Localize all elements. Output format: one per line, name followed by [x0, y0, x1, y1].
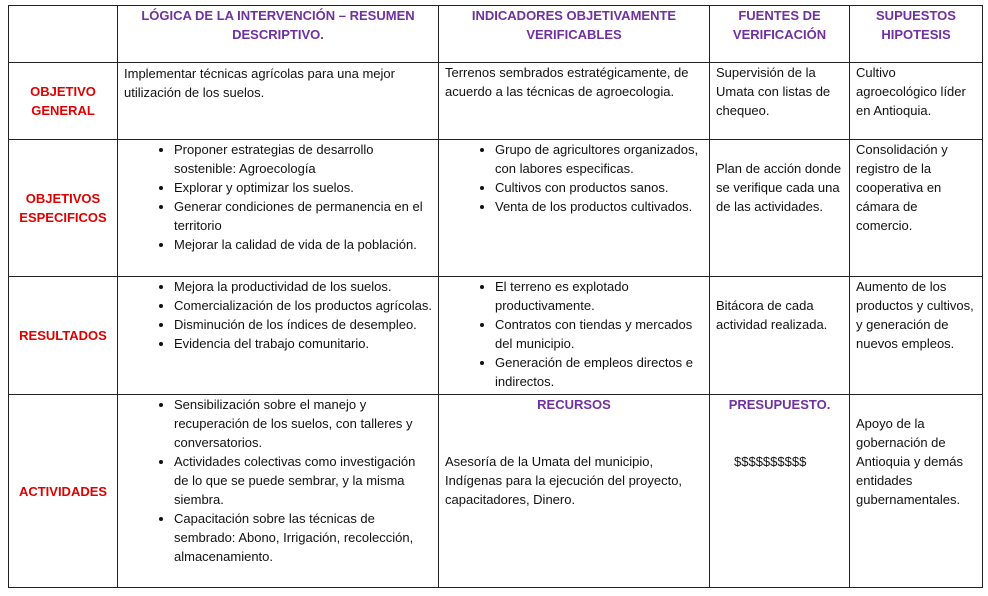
row-actividades — [9, 395, 983, 588]
cell-logica — [118, 140, 439, 277]
cell-fuentes: Supervisión de la Umata con listas de chequeo. — [710, 63, 850, 140]
list-item: • Evidencia del trabajo comunitario. — [174, 334, 432, 353]
presupuesto-title: PRESUPUESTO. — [728, 397, 831, 412]
row-label: OBJETIVO GENERAL — [9, 63, 118, 140]
cell-supuestos: Cultivo agroecológico líder en Antioquia. — [850, 63, 983, 140]
row-resultados — [9, 277, 983, 395]
cell-supuestos: Apoyo de la gobernación de Antioquia y demás entidades gubernamentales. — [850, 395, 983, 588]
list-item: • Grupo de agricultores organizados, con labores especificas. — [495, 140, 703, 178]
list-item: • Actividades colectivas como investigación de lo que se puede sembrar, y la misma siembra. — [174, 452, 432, 509]
cell-recursos — [439, 395, 710, 588]
cell-supuestos: Aumento de los productos y cultivos, y generación de nuevos empleos. — [850, 277, 983, 395]
cell-indicadores — [439, 277, 710, 395]
list-item: • Cultivos con productos sanos. — [495, 178, 703, 197]
cell-fuentes: Plan de acción donde se verifique cada una de las actividades. — [710, 140, 850, 277]
header-empty — [9, 6, 118, 63]
list-item: • Mejora la productividad de los suelos. — [174, 277, 432, 296]
list-item: • El terreno es explotado productivamente. — [495, 277, 703, 315]
header-row — [9, 6, 983, 63]
cell-indicadores: Terrenos sembrados estratégicamente, de acuerdo a las técnicas de agroecologia. — [439, 63, 710, 140]
cell-logica — [118, 277, 439, 395]
row-objetivos-especificos — [9, 140, 983, 277]
row-label: ACTIVIDADES — [9, 395, 118, 588]
list-item: • Generar condiciones de permanencia en el territorio — [174, 197, 432, 235]
row-label: RESULTADOS — [9, 277, 118, 395]
list-item: • Proponer estrategias de desarrollo sostenible: Agroecología — [174, 140, 432, 178]
header-supuestos: SUPUESTOS HIPOTESIS — [850, 6, 983, 63]
cell-indicadores — [439, 140, 710, 277]
cell-supuestos: Consolidación y registro de la cooperativa en cámara de comercio. — [850, 140, 983, 277]
presupuesto-value: $$$$$$$$$$ — [734, 454, 807, 469]
list-item: • Capacitación sobre las técnicas de sembrado: Abono, Irrigación, recolección, almacenamiento. — [174, 509, 432, 566]
cell-fuentes: Bitácora de cada actividad realizada. — [710, 277, 850, 395]
logical-framework-table — [8, 5, 983, 588]
header-logica: LÓGICA DE LA INTERVENCIÓN – RESUMEN DESCRIPTIVO. — [118, 6, 439, 63]
row-label: OBJETIVOS ESPECIFICOS — [9, 140, 118, 277]
recursos-title: RECURSOS — [537, 397, 611, 412]
list-item: • Contratos con tiendas y mercados del municipio. — [495, 315, 703, 353]
list-item: • Sensibilización sobre el manejo y recuperación de los suelos, con talleres y conversatorios. — [174, 395, 432, 452]
header-indicadores: INDICADORES OBJETIVAMENTE VERIFICABLES — [439, 6, 710, 63]
list-item: • Comercialización de los productos agrícolas. — [174, 296, 432, 315]
list-item: • Mejorar la calidad de vida de la población. — [174, 235, 432, 254]
list-item: • Explorar y optimizar los suelos. — [174, 178, 432, 197]
header-fuentes: FUENTES DE VERIFICACIÓN — [710, 6, 850, 63]
list-item: • Venta de los productos cultivados. — [495, 197, 703, 216]
cell-logica: Implementar técnicas agrícolas para una mejor utilización de los suelos. — [118, 63, 439, 140]
cell-logica — [118, 395, 439, 588]
list-item: • Generación de empleos directos e indirectos. — [495, 353, 703, 391]
row-objetivo-general — [9, 63, 983, 140]
recursos-text: Asesoría de la Umata del municipio, Indígenas para la ejecución del proyecto, capacitadores, Dinero. — [445, 454, 683, 507]
cell-presupuesto — [710, 395, 850, 588]
list-item: • Disminución de los índices de desempleo. — [174, 315, 432, 334]
